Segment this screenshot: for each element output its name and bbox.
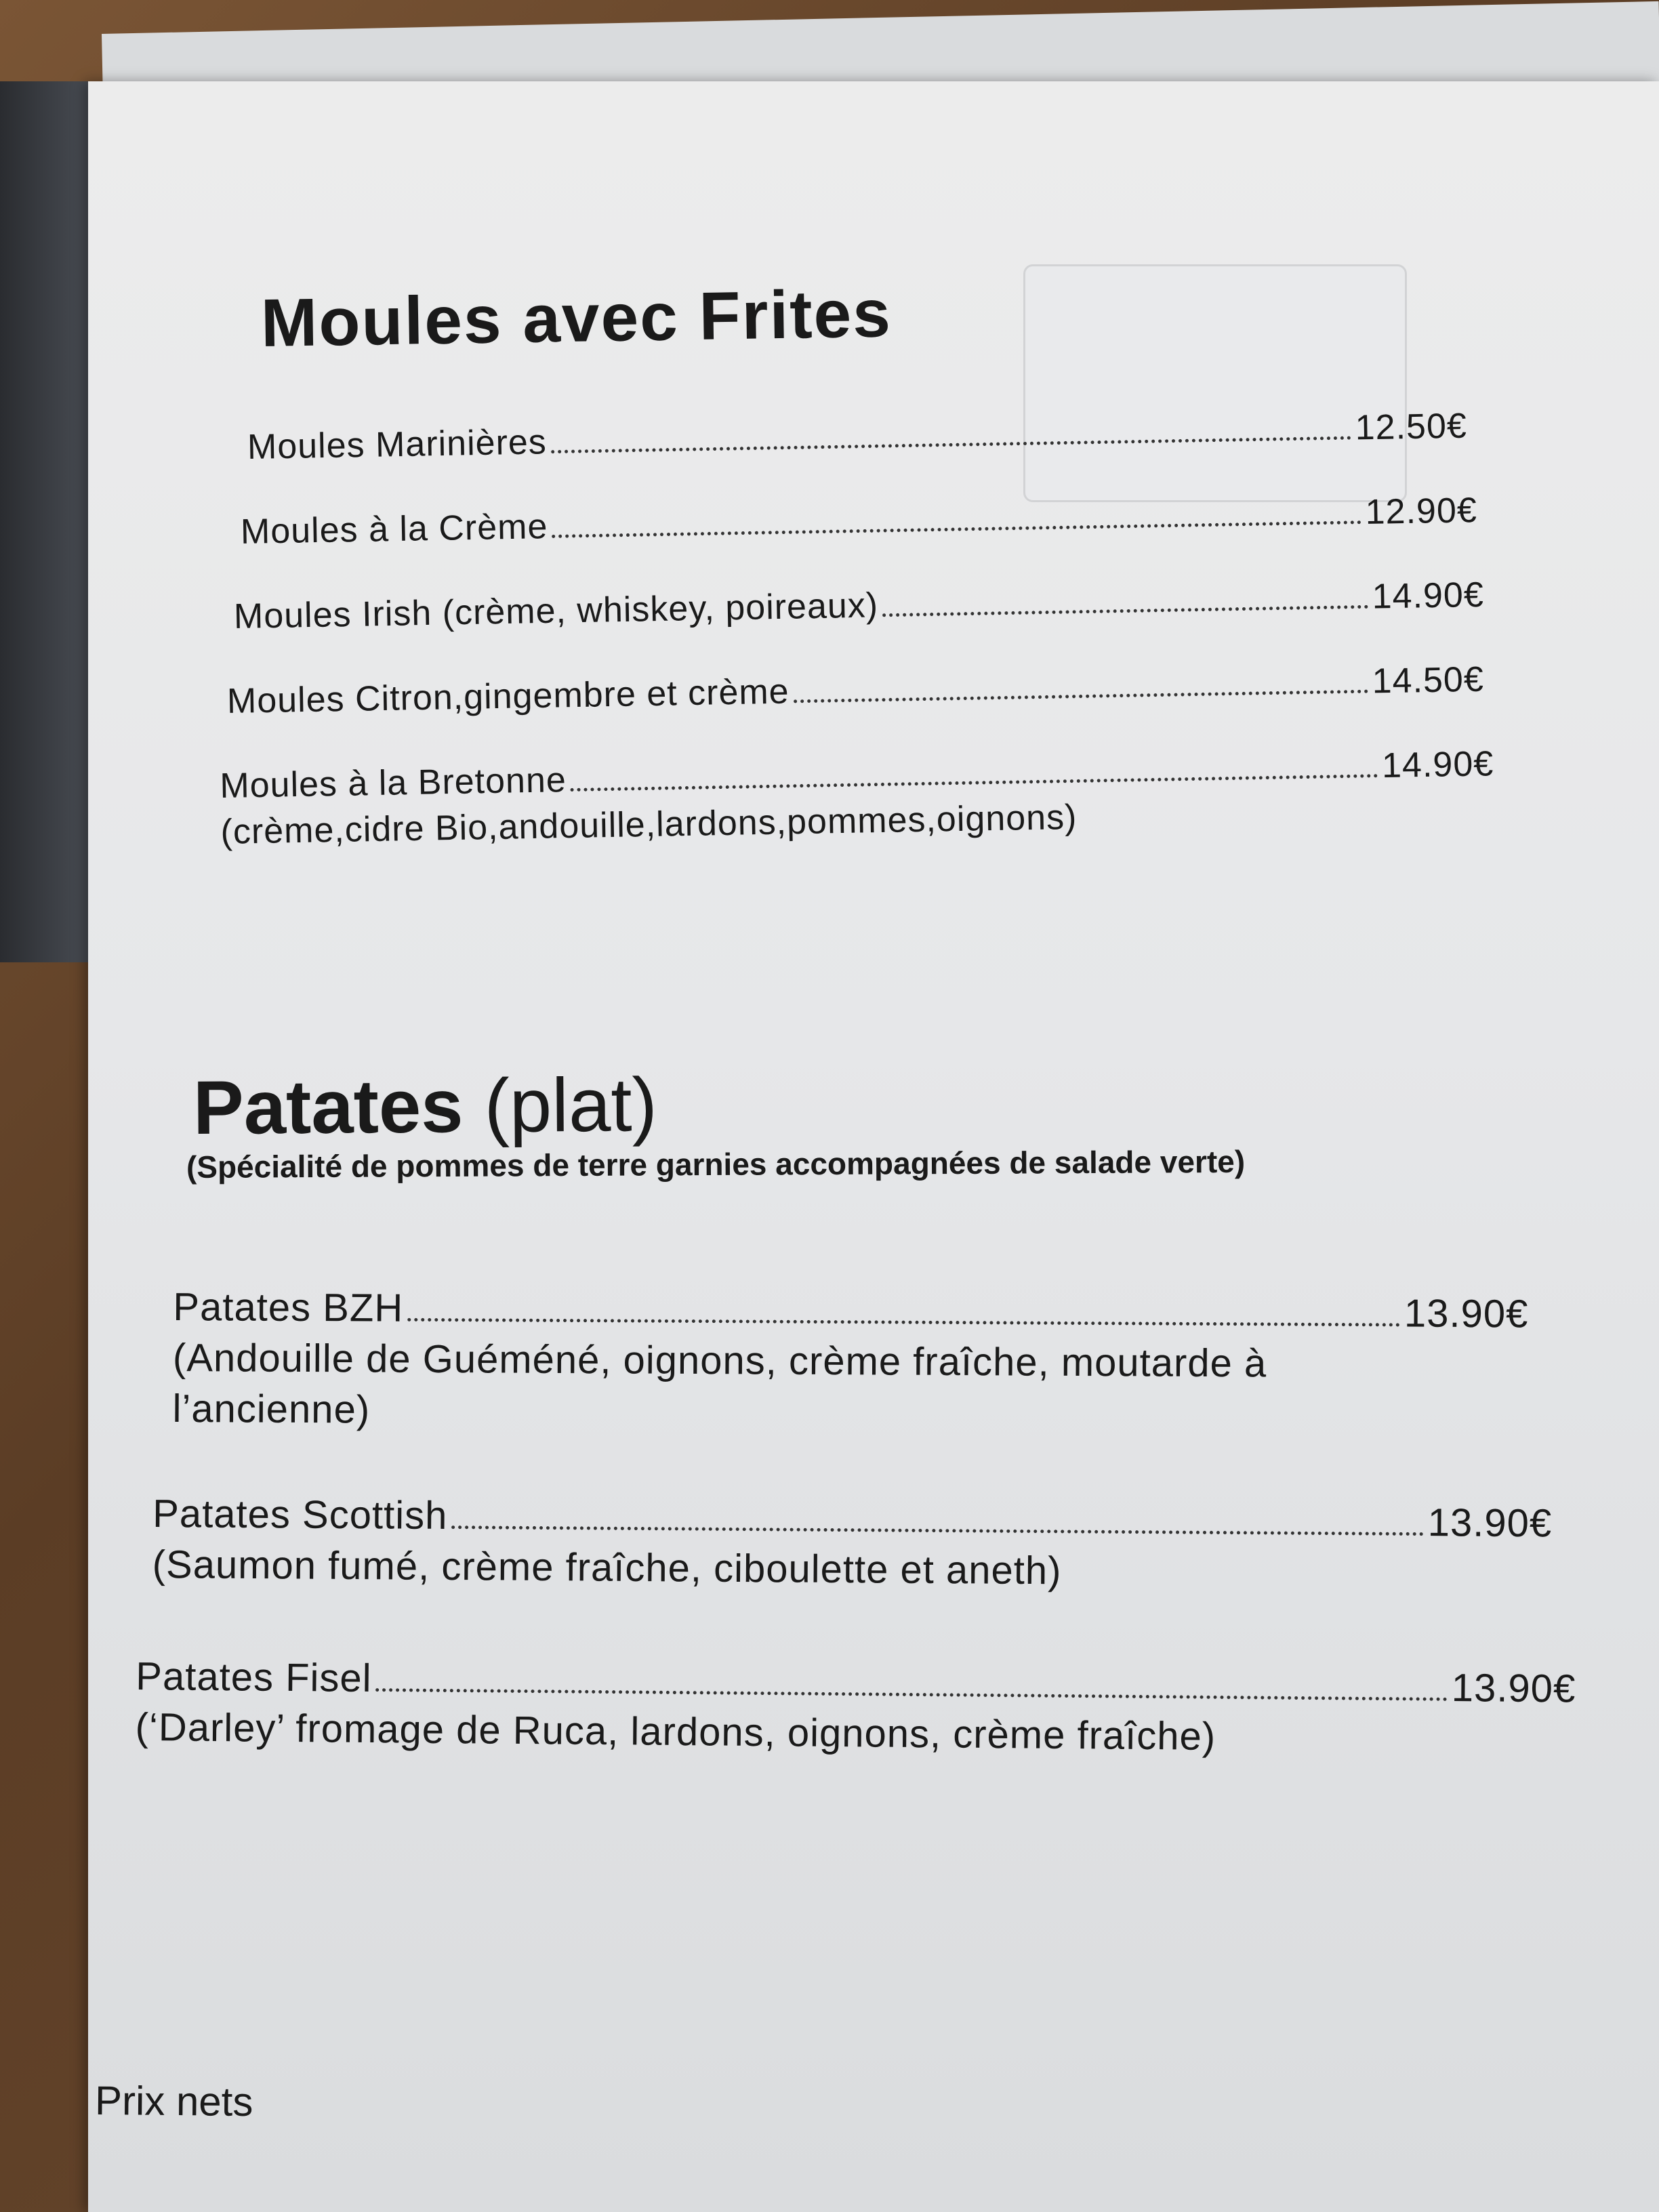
title-suffix: (plat) bbox=[484, 1062, 658, 1148]
section-subtitle: (Spécialité de pommes de terre garnies accompagnées de salade verte) bbox=[186, 1143, 1246, 1185]
item-price: 12.50€ bbox=[1355, 406, 1468, 448]
item-description-line2: l’ancienne) bbox=[172, 1386, 371, 1432]
dot-leader bbox=[794, 690, 1368, 703]
dot-leader bbox=[451, 1525, 1423, 1536]
item-description: (Saumon fumé, crème fraîche, ciboulette et aneth) bbox=[152, 1542, 1062, 1593]
item-price: 13.90€ bbox=[1404, 1291, 1529, 1336]
dot-leader bbox=[552, 520, 1361, 538]
menu-item-moules-bretonne bbox=[220, 743, 1495, 853]
dot-leader bbox=[407, 1318, 1400, 1327]
item-name: Patates Fisel bbox=[136, 1654, 372, 1701]
section-title-moules: Moules avec Frites bbox=[260, 275, 893, 361]
item-name: Moules Irish (crème, whiskey, poireaux) bbox=[233, 586, 879, 636]
item-name: Moules à la Bretonne bbox=[219, 760, 567, 806]
section-title-patates bbox=[193, 1061, 658, 1151]
item-price: 14.90€ bbox=[1372, 575, 1485, 617]
dot-leader bbox=[551, 436, 1351, 454]
item-price: 13.90€ bbox=[1451, 1665, 1576, 1711]
item-name: Moules à la Crème bbox=[240, 507, 548, 552]
item-description: (‘Darley’ fromage de Ruca, lardons, oignons, crème fraîche) bbox=[135, 1704, 1216, 1759]
menu-item-moules-citron bbox=[226, 659, 1484, 722]
item-name: Moules Citron,gingembre et crème bbox=[226, 672, 790, 721]
footer-note: Prix nets bbox=[94, 2078, 253, 2125]
item-description-line1: (Andouille de Guéméné, oignons, crème fraîche, moutarde à bbox=[172, 1336, 1267, 1386]
menu-item-patates-scottish bbox=[152, 1491, 1553, 1597]
item-price: 14.50€ bbox=[1372, 659, 1485, 701]
item-price: 13.90€ bbox=[1427, 1500, 1553, 1546]
item-description: (crème,cidre Bio,andouille,lardons,pommes,oignons) bbox=[220, 797, 1078, 852]
item-name: Patates BZH bbox=[173, 1285, 404, 1330]
dot-leader bbox=[571, 774, 1378, 792]
menu-item-moules-creme bbox=[240, 490, 1477, 552]
item-price: 14.90€ bbox=[1381, 744, 1494, 786]
title-main: Patates bbox=[192, 1063, 464, 1150]
dot-leader bbox=[882, 605, 1368, 617]
menu-item-moules-marinieres bbox=[247, 406, 1467, 468]
menu-item-patates-fisel bbox=[135, 1654, 1576, 1763]
menu-item-moules-irish bbox=[233, 575, 1484, 637]
item-name: Patates Scottish bbox=[152, 1492, 448, 1538]
menu-item-patates-bzh bbox=[172, 1284, 1528, 1438]
item-price: 12.90€ bbox=[1365, 491, 1478, 533]
dot-leader bbox=[375, 1688, 1447, 1701]
item-name: Moules Marinières bbox=[247, 422, 548, 467]
